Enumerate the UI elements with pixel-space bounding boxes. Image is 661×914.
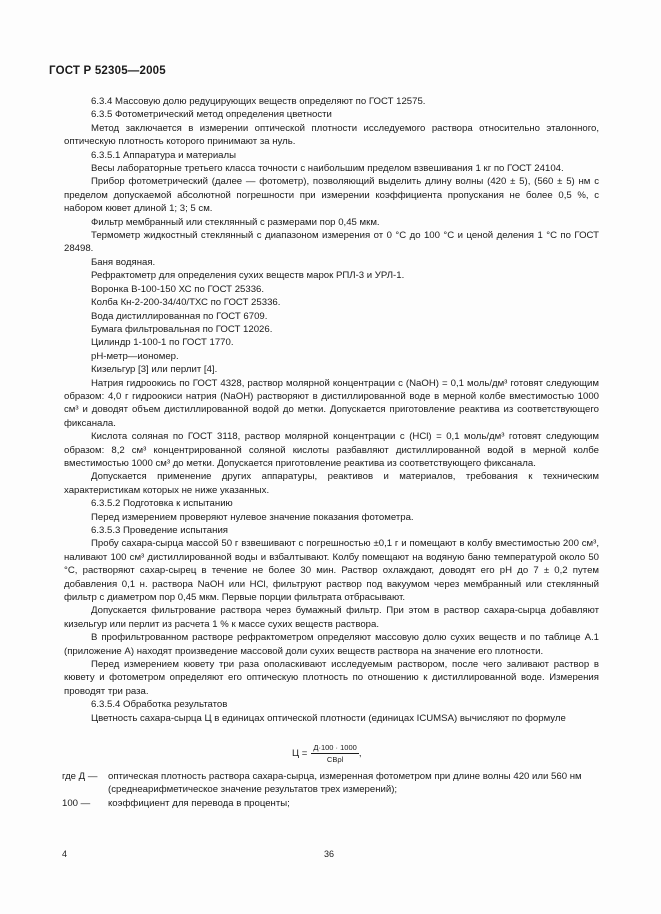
formula-tail: , [358,748,362,759]
paragraph: Термометр жидкостный стеклянный с диапазоном измерения от 0 °С до 100 °С и ценой деления 1 °С по ГОСТ 28498. [64,230,599,255]
page-marker-left: 4 [62,849,68,859]
paragraph: Бумага фильтровальная по ГОСТ 12026. [91,323,273,335]
definition-row [62,797,602,810]
paragraph: Кизельгур [3] или перлит [4]. [91,364,218,376]
definition-row [62,770,602,797]
page-number: 36 [324,849,335,859]
paragraph: Кислота соляная по ГОСТ 3118, раствор молярной концентрации c (HCl) = 0,1 моль/дм³ готовят следующим образом: 8,2 см³ концентрированной соляной кислоты разбавляют дистиллированной водой в мерной колбе вместимостью 1000 см³ до метки. Допускается приготовление реактива из соответствующего фиксанала. [64,431,599,469]
paragraph: Весы лабораторные третьего класса точности с наибольшим пределом взвешивания 1 кг по ГОСТ 24104. [91,163,564,175]
paragraph: Прибор фотометрический (далее — фотометр), позволяющий выделить длину волны (420 ± 5), (560 ± 5) нм с пределом допускаемой абсолютной погрешности при измерении коэффициента пропускания не более 0,5 %, с набором кювет длиной 1; 3; 5 см. [64,176,599,215]
formula-definitions [62,770,602,810]
paragraph: Цилиндр 1-100-1 по ГОСТ 1770. [91,337,234,349]
paragraph: Цветность сахара-сырца Ц в единицах оптической плотности (единицах ICUMSA) вычисляют по формуле [91,712,566,724]
paragraph: Натрия гидроокись по ГОСТ 4328, раствор молярной концентрации c (NaOH) = 0,1 моль/дм³ готовят следующим образом: 4,0 г гидроокиси натрия (NaOH) растворяют в дистиллированной воде в мерной колбе вместимостью 1000 см³ и доводят объем дистиллированной водой до метки. Допускается приготовление реактива из соответствующего фиксанала. [64,377,599,429]
formula-numerator: Д·100 · 1000 [313,743,357,752]
paragraph: Фильтр мембранный или стеклянный с размерами пор 0,45 мкм. [91,216,380,228]
definition-text: коэффициент для перевода в проценты; [108,797,290,809]
paragraph: рН-метр—иономер. [91,350,179,362]
paragraph: Колба Кн-2-200-34/40/ТХС по ГОСТ 25336. [91,297,281,309]
definition-term: 100 — [62,797,91,809]
paragraph: 6.3.4 Массовую долю редуцирующих веществ определяют по ГОСТ 12575. [91,96,426,107]
paragraph: 6.3.5 Фотометрический метод определения цветности [91,109,332,121]
paragraph: 6.3.5.4 Обработка результатов [91,699,228,711]
paragraph: Перед измерением проверяют нулевое значение показания фотометра. [91,511,414,523]
paragraph: 6.3.5.3 Проведение испытания [91,525,228,536]
document-body [64,95,599,725]
paragraph: Баня водяная. [91,256,156,268]
paragraph: Пробу сахара-сырца массой 50 г взвешивают с погрешностью ±0,1 г и помещают в колбу вместимостью 200 см³, наливают 100 см³ дистиллированной воды и взбалтывают. Колбу помещают на водяную баню температурой около 50 °С, растворяют сахар-сырец в течение не более 30 мин. Раствор охлаждают, доводят его рН до 7 ± 0,2 путем добавления 0,1 н. раствора NaOH или HCl, фильтруют раствор под вакуумом через мембранный или стеклянный фильтр с диаметром пор 0,45 мкм. Первые порции фильтрата отбрасывают. [64,538,599,604]
definition-term: где Д — [62,771,98,782]
paragraph: Допускается применение других аппаратуры, реактивов и материалов, требования к техническим характеристикам которых не ниже указанных. [64,471,599,496]
paragraph: 6.3.5.1 Аппаратура и материалы [91,149,237,161]
paragraph: 6.3.5.2 Подготовка к испытанию [91,498,233,510]
paragraph: Метод заключается в измерении оптической плотности исследуемого раствора относительно эталонного, оптическую плотность которого принимают за нуль. [64,122,599,148]
paragraph: Допускается фильтрование раствора через бумажный фильтр. При этом в раствор сахара-сырца добавляют кизельгур или перлит из расчета 1 % к массе сухих веществ раствора. [64,605,599,630]
document-header: ГОСТ Р 52305—2005 [49,65,166,77]
paragraph: В профильтрованном растворе рефрактометром определяют массовую долю сухих веществ и по таблице А.1 (приложение А) находят произведение массовой доли сухих веществ раствора на значение его плотности. [64,632,599,657]
definition-text: оптическая плотность раствора сахара-сырца, измеренная фотометром при длине волны 420 или 560 нм (среднеарифметическое значение результатов трех измерений); [108,771,582,796]
paragraph: Вода дистиллированная по ГОСТ 6709. [91,310,268,322]
formula-fraction [311,743,358,764]
paragraph: Рефрактометр для определения сухих веществ марок РПЛ-3 и УРЛ-1. [91,270,405,282]
paragraph: Перед измерением кювету три раза ополаскивают исследуемым раствором, после чего заливают раствор в кювету и фотометром определяют его оптическую плотность по отношению к дистиллированной воде. Измерения проводят три раза. [64,659,599,697]
formula-lhs: Ц = [292,748,308,759]
color-formula [292,743,362,764]
paragraph: Воронка В-100-150 ХС по ГОСТ 25336. [91,283,265,295]
formula-denominator: СВρl [326,755,344,764]
